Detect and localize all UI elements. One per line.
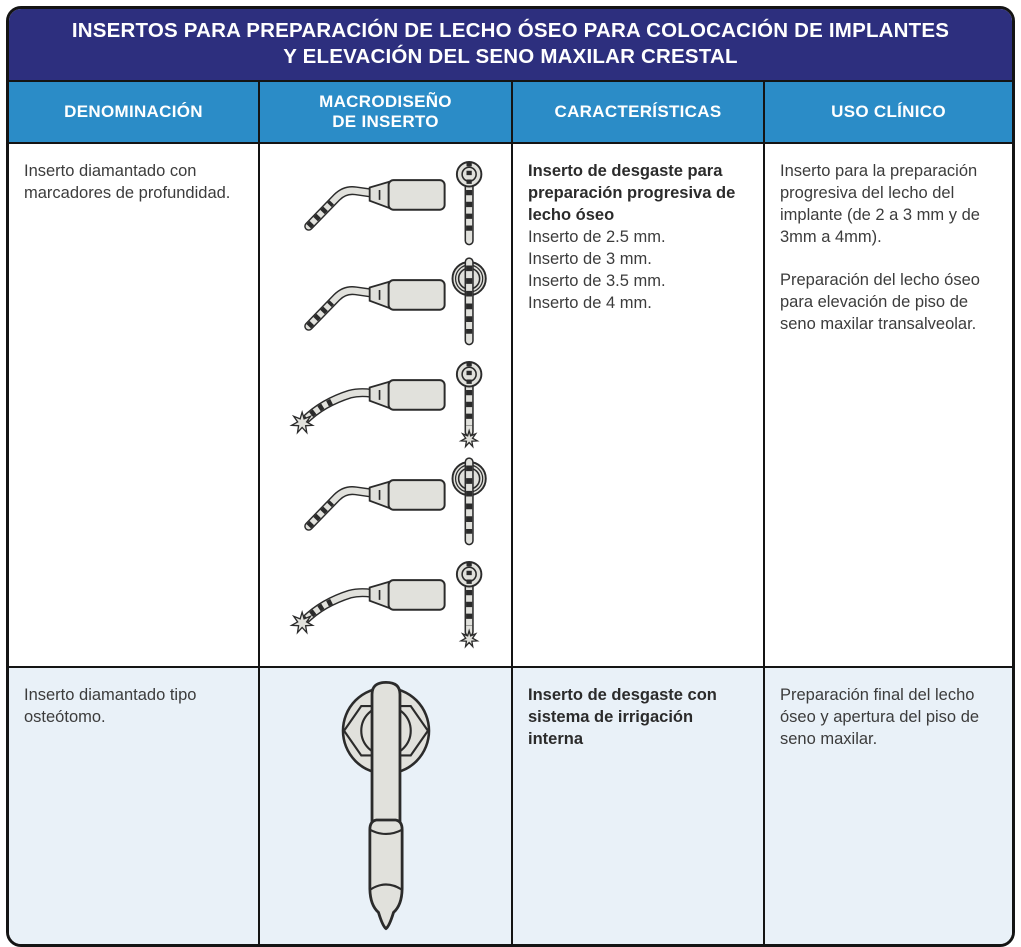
- denominacion-text: Inserto diamantado con marcadores de profundidad.: [24, 162, 231, 203]
- cell-caracteristicas-row2: [511, 666, 763, 944]
- inserts-table: [6, 6, 1015, 947]
- cell-uso-clinico-row1: [763, 144, 1012, 666]
- insert-views-pair: [284, 454, 489, 554]
- uso-clinico-paragraph: Preparación del lecho óseo para elevación de piso de seno maxilar transalveolar.: [780, 271, 980, 334]
- table-title-line2: Y ELEVACIÓN DEL SENO MAXILAR CRESTAL: [283, 45, 738, 69]
- uso-clinico-paragraph: Inserto para la preparación progresiva del lecho del implante (de 2 a 3 mm y de 3mm a 4mm).: [780, 162, 980, 247]
- curved-drill-insert-side-view-icon: [284, 563, 449, 645]
- column-header-uso-clinico: USO CLÍNICO: [763, 82, 1012, 142]
- column-header-denominacion: DENOMINACIÓN: [64, 102, 203, 122]
- column-header-macrodiseno: MACRODISEÑO DE INSERTO: [258, 82, 511, 142]
- denominacion-text: Inserto diamantado tipo osteótomo.: [24, 686, 197, 727]
- insert-front-view-icon: [449, 454, 489, 554]
- uso-clinico-paragraph: Preparación final del lecho óseo y apertura del piso de seno maxilar.: [780, 686, 980, 749]
- insert-front-view-icon: [449, 354, 489, 454]
- cell-uso-clinico-row2: [763, 666, 1012, 944]
- caracteristicas-item: Inserto de 2.5 mm.: [528, 228, 666, 247]
- table-title-line1: INSERTOS PARA PREPARACIÓN DE LECHO ÓSEO PARA COLOCACIÓN DE IMPLANTES: [71, 19, 950, 42]
- curved-drill-insert-side-view-icon: [284, 363, 449, 445]
- cell-denominacion-row1: [9, 144, 258, 666]
- cell-caracteristicas-row1: [511, 144, 763, 666]
- insert-front-view-icon: [449, 154, 489, 254]
- cell-macrodiseno-row1: [258, 144, 511, 666]
- caracteristicas-item: Inserto de 3.5 mm.: [528, 272, 666, 291]
- angled-insert-side-view-icon: [284, 263, 449, 345]
- insert-views-pair: [284, 154, 489, 254]
- caracteristicas-item: Inserto de 4 mm.: [528, 294, 652, 313]
- table-row: [9, 144, 1012, 666]
- insert-views-pair: [284, 354, 489, 454]
- caracteristicas-heading: Inserto de desgaste para preparación progresiva de lecho óseo: [528, 162, 736, 225]
- cell-denominacion-row2: [9, 666, 258, 944]
- insert-views-pair: [284, 554, 489, 654]
- caracteristicas-item: Inserto de 3 mm.: [528, 250, 652, 269]
- caracteristicas-heading: Inserto de desgaste con sistema de irrigación interna: [528, 686, 717, 749]
- insert-views-pair: [284, 254, 489, 354]
- angled-insert-side-view-icon: [284, 463, 449, 545]
- cell-macrodiseno-row2: [258, 666, 511, 944]
- column-header-caracteristicas: CARACTERÍSTICAS: [511, 82, 763, 142]
- insert-front-view-icon: [449, 554, 489, 654]
- angled-insert-side-view-icon: [284, 163, 449, 245]
- insert-front-view-icon: [449, 254, 489, 354]
- osteotome-insert-front-view-icon: [286, 677, 486, 935]
- table-row: [9, 666, 1012, 944]
- table-title: [9, 9, 1012, 80]
- column-header-row: [9, 80, 1012, 144]
